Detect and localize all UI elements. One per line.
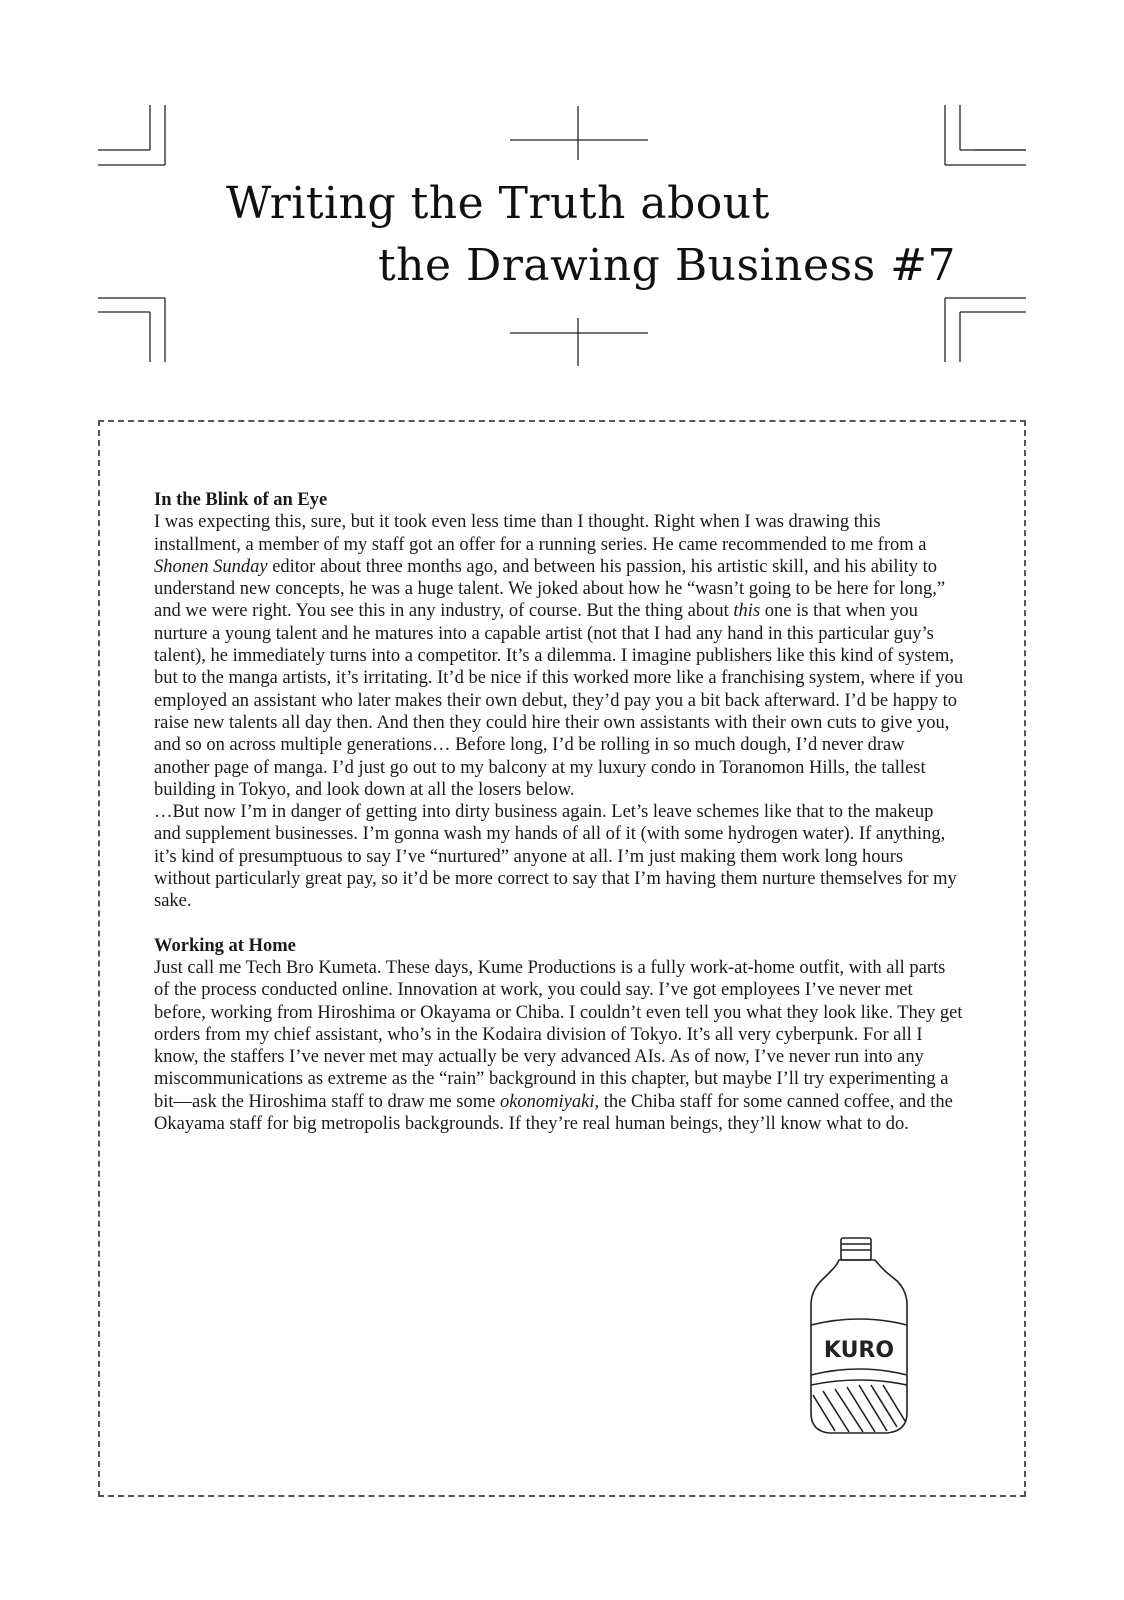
page-title-line-2: the Drawing Business #7 (378, 240, 957, 291)
bottle-label: KURO (823, 1338, 895, 1363)
water-bottle-illustration (805, 1235, 915, 1440)
paragraph: …But now I’m in danger of getting into dirty business again. Let’s leave schemes like that to the makeup and supplement businesses. I’m gonna wash my hands of all of it (with some hydrogen water). If anything, it’s kind of presumptuous to say I’ve “nurtured” anyone at all. I’m just making them work long hours without particularly great pay, so it’d be more correct to say that I’m having them nurture themselves for my sake. (154, 802, 957, 912)
section-heading: Working at Home (154, 935, 296, 956)
section-heading: In the Blink of an Eye (154, 490, 328, 510)
article-body (154, 489, 964, 1135)
paragraph: Just call me Tech Bro Kumeta. These days, Kume Productions is a fully work-at-home outfit, with all parts of the process conducted online. Innovation at work, you could say. I’ve got employees I’ve never met before, working from Hiroshima or Okayama or Chiba. I couldn’t even tell you what they look like. They get orders from my chief assistant, who’s in the Kodaira division of Tokyo. It’s all very cyberpunk. For all I know, the staffers I’ve never met may actually be very advanced AIs. As of now, I’ve never run into any miscommunications as extreme as the “rain” background in this chapter, but maybe I’ll try experimenting a bit—ask the Hiroshima staff to draw me some okonomiyaki, the Chiba staff for some canned coffee, and the Okayama staff for big metropolis backgrounds. If they’re real human beings, they’ll know what to do. (154, 957, 963, 1135)
paragraph: I was expecting this, sure, but it took even less time than I thought. Right when I was drawing this installment, a member of my staff got an offer for a running series. He came recommended to me from a Shonen Sunday editor about three months ago, and between his passion, his artistic skill, and his ability to understand new concepts, he was a huge talent. We joked about how he “wasn’t going to be here for long,” and we were right. You see this in any industry, of course. But the thing about this one is that when you nurture a young talent and he matures into a capable artist (not that I had any hand in this particular guy’s talent), he immediately turns into a competitor. It’s a dilemma. I imagine publishers like this kind of system, but to the manga artists, it’s irritating. It’d be nice if this worked more like a franchising system, where if you employed an assistant who later makes their own debut, they’d pay you a bit back afterward. I’d be happy to raise new talents all day then. And then they could hire their own assistants with their own cuts to give you, and so on across multiple generations… Before long, I’d be rolling in so much dough, I’d never draw another page of manga. I’d just go out to my balcony at my luxury condo in Toranomon Hills, the tallest building in Tokyo, and look down at all the losers below. (154, 512, 964, 800)
page-title-line-1: Writing the Truth about (226, 178, 770, 229)
